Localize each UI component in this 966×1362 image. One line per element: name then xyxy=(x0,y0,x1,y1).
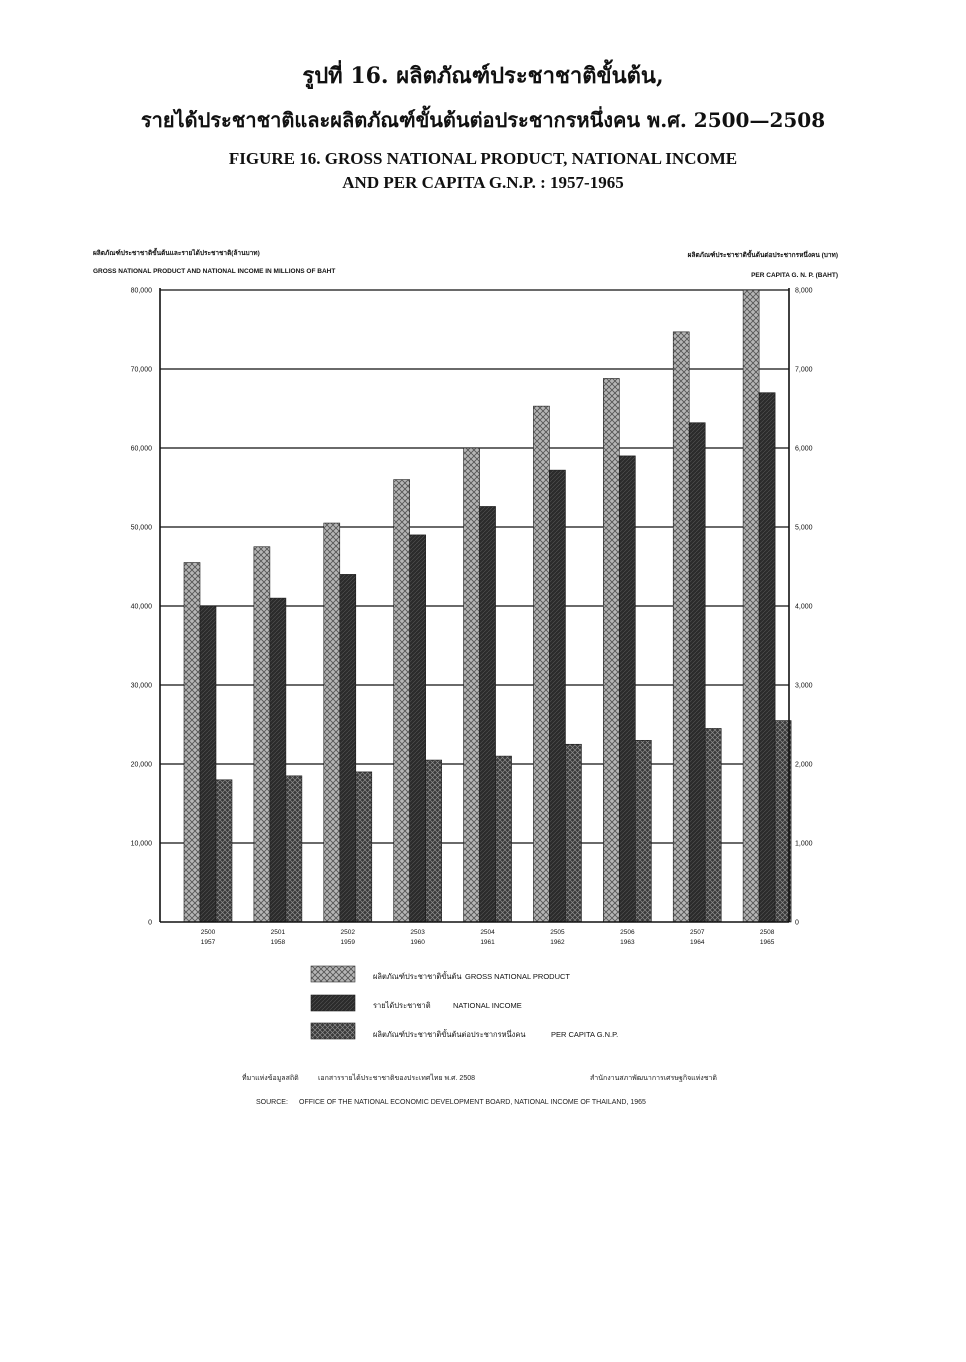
bar-per-capita xyxy=(496,756,512,922)
legend-label-pc-thai: ผลิตภัณฑ์ประชาชาติขั้นต้นต่อประชากรหนึ่งคน xyxy=(373,1030,526,1039)
bar-national-income xyxy=(340,574,356,922)
legend-swatch-gnp xyxy=(311,966,355,982)
bar-gnp xyxy=(324,523,340,922)
category-label-gregorian-year: 1962 xyxy=(550,939,565,946)
bar-national-income xyxy=(200,606,216,922)
chart-title-thai-line-1: รูปที่ 16. ผลิตภัณฑ์ประชาชาติขั้นต้น, xyxy=(302,63,664,89)
category-label-buddhist-year: 2505 xyxy=(550,929,565,936)
bar-gnp xyxy=(533,406,549,922)
left-tick-label: 80,000 xyxy=(130,287,152,295)
category-label-buddhist-year: 2500 xyxy=(200,929,216,936)
left-tick-label: 10,000 xyxy=(130,840,152,848)
bar-national-income xyxy=(689,423,705,922)
left-tick-label: 50,000 xyxy=(130,524,152,532)
legend-label-pc-english: PER CAPITA G.N.P. xyxy=(551,1030,619,1039)
source-office-thai: สำนักงานสภาพัฒนาการเศรษฐกิจแห่งชาติ xyxy=(590,1075,717,1082)
right-tick-label: 0 xyxy=(795,919,799,927)
bar-per-capita xyxy=(356,772,372,922)
bar-per-capita xyxy=(286,776,302,922)
legend-label-ni-english: NATIONAL INCOME xyxy=(453,1001,522,1010)
legend-label-gnp-english: GROSS NATIONAL PRODUCT xyxy=(465,972,571,981)
source-text-thai: เอกสารรายได้ประชาชาติของประเทศไทย พ.ศ. 2508 xyxy=(318,1075,475,1082)
bar-per-capita xyxy=(565,744,581,922)
bar-per-capita xyxy=(426,760,442,922)
bar-gnp xyxy=(464,448,480,922)
legend-swatch-national-income xyxy=(311,995,355,1011)
legend-swatch-per-capita xyxy=(311,1023,355,1039)
chart-title-english-line-1: FIGURE 16. GROSS NATIONAL PRODUCT, NATIONAL INCOME xyxy=(228,149,738,168)
right-axis-label-thai: ผลิตภัณฑ์ประชาชาติขั้นต้นต่อประชากรหนึ่งคน (บาท) xyxy=(687,252,838,259)
category-label-gregorian-year: 1958 xyxy=(270,939,286,946)
bars xyxy=(184,290,791,922)
source-text-english: OFFICE OF THE NATIONAL ECONOMIC DEVELOPMENT BOARD, NATIONAL INCOME OF THAILAND, 1965 xyxy=(299,1099,646,1106)
bar-national-income xyxy=(759,393,775,922)
left-tick-label: 30,000 xyxy=(130,682,152,690)
bar-per-capita xyxy=(216,780,232,922)
right-tick-label: 4,000 xyxy=(795,603,813,611)
chart-title-english-line-2: AND PER CAPITA G.N.P. : 1957-1965 xyxy=(342,173,624,192)
chart-title-thai-line-2: รายได้ประชาชาติและผลิตภัณฑ์ขั้นต้นต่อประชากรหนึ่งคน พ.ศ. 2500—2508 xyxy=(140,108,826,132)
left-tick-label: 40,000 xyxy=(130,603,152,611)
bar-national-income xyxy=(619,456,635,922)
bar-gnp xyxy=(743,290,759,922)
category-label-buddhist-year: 2507 xyxy=(689,929,705,936)
right-axis-label-english: PER CAPITA G. N. P. (BAHT) xyxy=(751,272,838,279)
bar-national-income xyxy=(410,535,426,922)
category-label-buddhist-year: 2504 xyxy=(480,929,495,936)
bar-gnp xyxy=(254,547,270,922)
category-label-buddhist-year: 2506 xyxy=(620,929,635,936)
category-label-buddhist-year: 2502 xyxy=(340,929,356,936)
category-labels xyxy=(201,929,775,946)
bar-national-income xyxy=(480,506,496,922)
category-label-buddhist-year: 2508 xyxy=(759,929,775,936)
category-label-buddhist-year: 2503 xyxy=(410,929,425,936)
source-note xyxy=(242,1073,717,1106)
category-label-gregorian-year: 1965 xyxy=(759,939,775,946)
category-label-gregorian-year: 1959 xyxy=(340,939,356,946)
right-tick-label: 2,000 xyxy=(795,761,813,769)
bar-per-capita xyxy=(705,728,721,922)
right-tick-label: 6,000 xyxy=(795,445,813,453)
left-axis-label-thai: ผลิตภัณฑ์ประชาชาติขั้นต้นและรายได้ประชาชาติ(ล้านบาท) xyxy=(93,250,260,257)
legend-label-gnp-thai: ผลิตภัณฑ์ประชาชาติขั้นต้น xyxy=(373,972,462,981)
left-tick-label: 60,000 xyxy=(130,445,152,453)
left-tick-label: 20,000 xyxy=(130,761,152,769)
legend-label-ni-thai: รายได้ประชาชาติ xyxy=(373,1001,431,1010)
left-axis-label-english: GROSS NATIONAL PRODUCT AND NATIONAL INCOME IN MILLIONS OF BAHT xyxy=(93,268,336,275)
bar-gnp xyxy=(184,563,200,922)
bar-national-income xyxy=(549,470,565,922)
bar-gnp xyxy=(673,332,689,922)
bar-gnp xyxy=(394,480,410,922)
right-tick-label: 7,000 xyxy=(795,366,813,374)
right-tick-label: 1,000 xyxy=(795,840,813,848)
left-tick-label: 70,000 xyxy=(130,366,152,374)
category-label-gregorian-year: 1964 xyxy=(689,939,705,946)
bar-national-income xyxy=(270,598,286,922)
left-tick-label: 0 xyxy=(148,919,152,927)
legend xyxy=(311,966,618,1039)
category-label-gregorian-year: 1963 xyxy=(620,939,635,946)
source-label-english: SOURCE: xyxy=(256,1099,288,1106)
category-label-gregorian-year: 1960 xyxy=(410,939,425,946)
bar-gnp xyxy=(603,378,619,922)
source-label-thai: ที่มาแห่งข้อมูลสถิติ xyxy=(242,1075,299,1082)
category-label-buddhist-year: 2501 xyxy=(270,929,286,936)
right-tick-label: 8,000 xyxy=(795,287,813,295)
category-label-gregorian-year: 1957 xyxy=(200,939,216,946)
right-tick-label: 3,000 xyxy=(795,682,813,690)
category-label-gregorian-year: 1961 xyxy=(480,939,495,946)
right-tick-label: 5,000 xyxy=(795,524,813,532)
bar-per-capita xyxy=(635,740,651,922)
